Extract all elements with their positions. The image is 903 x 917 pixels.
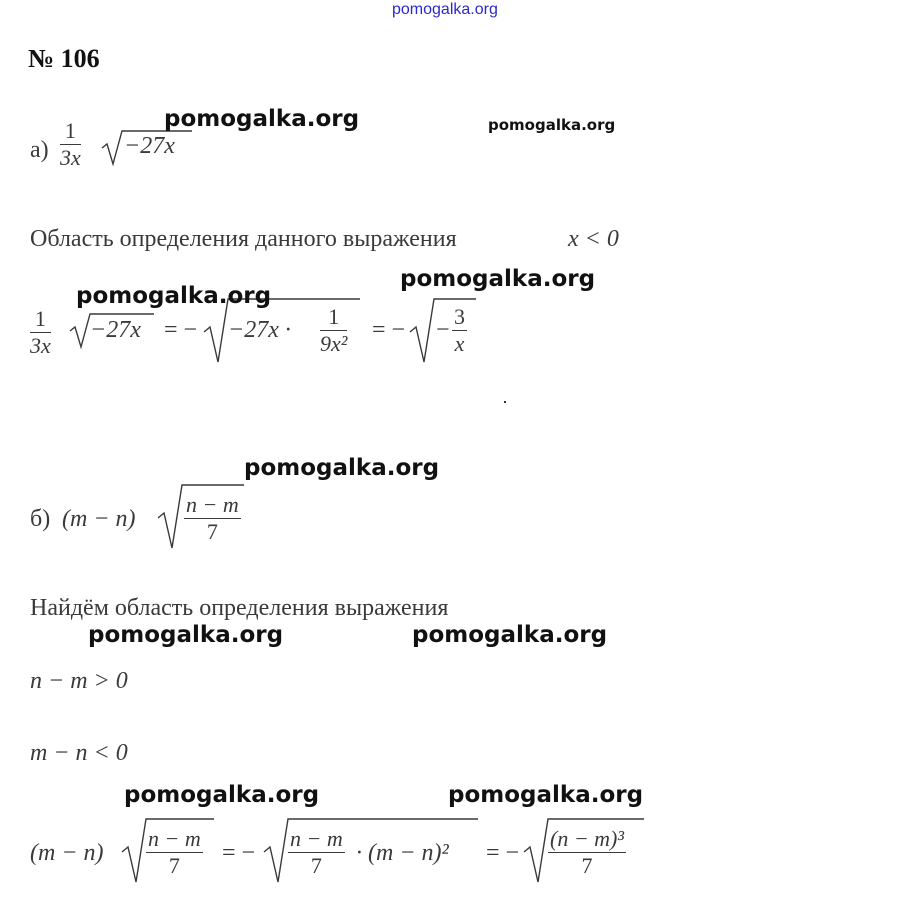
- fraction-numerator: (n − m)³: [550, 826, 624, 851]
- fraction-numerator: n − m: [148, 826, 201, 851]
- watermark: pomogalka.org: [412, 622, 608, 648]
- fraction-denominator: 3x: [60, 145, 81, 170]
- fraction-numerator: n − m: [290, 826, 343, 851]
- watermark: pomogalka.org: [448, 782, 644, 808]
- fraction-denominator: 3x: [30, 333, 51, 358]
- fraction-denominator: 7: [206, 519, 218, 544]
- step-a-mid-radicand: −27x ·: [228, 317, 291, 343]
- part-b-condition-1: n − m > 0: [30, 668, 128, 694]
- watermark: pomogalka.org: [76, 283, 272, 309]
- fraction-denominator: x: [454, 331, 465, 356]
- part-b-fraction: [184, 492, 241, 545]
- step-a-lhs-fraction: [30, 306, 51, 359]
- exercise-title: № 106: [28, 44, 100, 73]
- fraction-denominator: 7: [168, 853, 180, 878]
- part-b-factor: (m − n): [62, 506, 136, 532]
- stray-dot: [504, 401, 506, 403]
- step-b-result-fraction: [548, 826, 626, 879]
- equals-minus: = −: [222, 840, 256, 866]
- watermark: pomogalka.org: [164, 106, 360, 132]
- equals-minus: = −: [372, 317, 406, 343]
- step-a-lhs-radicand: −27x: [90, 317, 141, 343]
- step-b-mid-multiplier: · (m − n)²: [356, 840, 449, 866]
- fraction-numerator: n − m: [186, 492, 239, 517]
- fraction-denominator: 7: [310, 853, 322, 878]
- watermark: pomogalka.org: [488, 116, 616, 134]
- watermark: pomogalka.org: [244, 455, 440, 481]
- part-a-radicand: −27x: [124, 133, 175, 159]
- part-b-condition-2: m − n < 0: [30, 740, 128, 766]
- fraction-denominator: 7: [581, 853, 593, 878]
- equals-minus: = −: [164, 317, 198, 343]
- part-a-label: а): [30, 137, 49, 163]
- fraction-numerator: 1: [60, 118, 81, 145]
- equals-minus: = −: [486, 840, 520, 866]
- part-a-domain-text: Область определения данного выражения: [30, 226, 457, 252]
- part-a-fraction: [60, 118, 81, 171]
- result-minus-sign: −: [436, 317, 450, 343]
- site-link[interactable]: pomogalka.org: [392, 1, 498, 18]
- step-b-lhs-fraction: [146, 826, 203, 879]
- step-a-mid-fraction: [320, 304, 347, 357]
- part-b-label: б): [30, 506, 51, 532]
- watermark: pomogalka.org: [400, 266, 596, 292]
- watermark: pomogalka.org: [124, 782, 320, 808]
- step-b-factor: (m − n): [30, 840, 104, 866]
- part-b-domain-text: Найдём область определения выражения: [30, 595, 449, 621]
- watermark: pomogalka.org: [88, 622, 284, 648]
- step-a-result-fraction: [452, 304, 467, 357]
- fraction-denominator: 9x²: [320, 331, 348, 356]
- fraction-numerator: 1: [30, 306, 51, 333]
- fraction-numerator: 1: [320, 304, 347, 331]
- fraction-numerator: 3: [454, 304, 465, 329]
- part-a-domain-condition: x < 0: [568, 226, 619, 252]
- step-b-mid-fraction: [288, 826, 345, 879]
